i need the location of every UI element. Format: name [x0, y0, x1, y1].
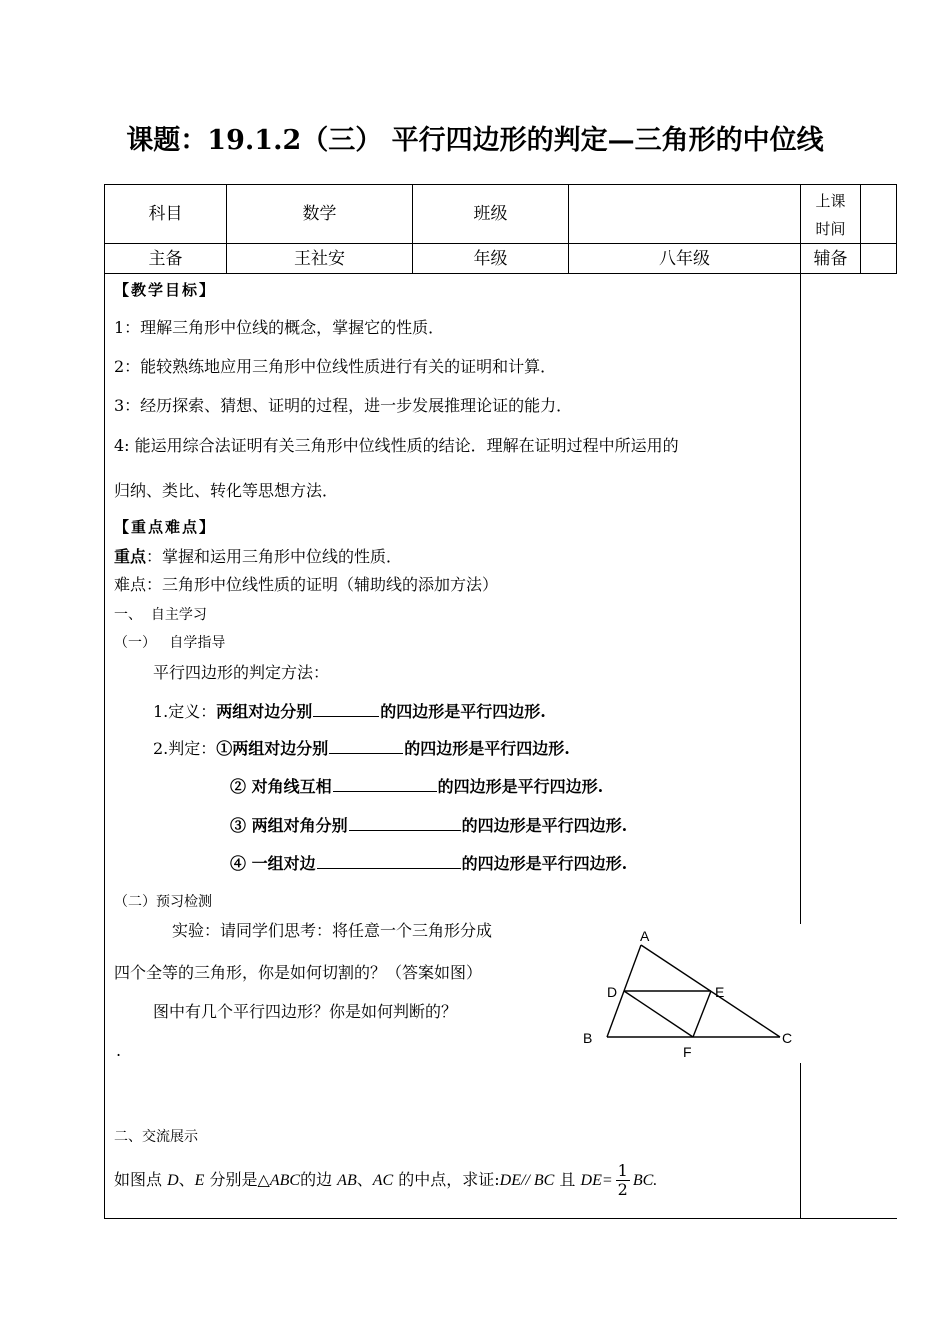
blank-field[interactable] — [349, 814, 461, 831]
experiment-line-1: 实验：请同学们思考：将任意一个三角形分成 — [172, 921, 493, 940]
section1-sub2: （二）预习检测 — [114, 894, 212, 910]
focus-text: ：掌握和运用三角形中位线的性质． — [146, 547, 403, 566]
side-AC: AC — [372, 1172, 394, 1189]
judge2-a: ② 对角线互相 — [230, 777, 332, 796]
judge3-b: 的四边形是平行四边形. — [461, 816, 628, 835]
definition-line — [153, 700, 546, 723]
goals-heading: 【教学目标】 — [114, 281, 217, 299]
side-BC: BC. — [632, 1172, 658, 1189]
problem-text: 、 — [178, 1170, 195, 1189]
table-col-divider — [860, 184, 861, 274]
goal-item: 归纳、类比、转化等思想方法． — [114, 481, 339, 500]
label-E: E — [715, 984, 725, 1000]
side-AB: AB — [337, 1172, 357, 1189]
triangle-ABC: ABC — [269, 1172, 301, 1189]
preparer-value: 王社安 — [294, 249, 345, 269]
table-border-right — [896, 184, 897, 274]
table-border-bottom — [104, 1218, 897, 1219]
def-prefix: 1.定义： — [153, 702, 217, 721]
segment-DF — [624, 991, 693, 1037]
section1-heading: 一、 自主学习 — [114, 607, 207, 623]
subject-value: 数学 — [302, 204, 337, 224]
def-text-a: 两组对边分别 — [216, 702, 313, 721]
assistant-label: 辅备 — [813, 249, 848, 269]
stray-dot: . — [116, 1041, 122, 1060]
blank-field[interactable] — [329, 737, 403, 754]
judge1-a: ①两组对边分别 — [216, 739, 329, 758]
judge3-a: ③ 两组对角分别 — [230, 816, 348, 835]
point-E: E — [194, 1172, 205, 1189]
fraction-one-half — [616, 1162, 630, 1199]
blank-field[interactable] — [317, 852, 461, 869]
experiment-line-2: 四个全等的三角形，你是如何切割的？（答案如图） — [114, 963, 483, 982]
table-row-divider — [104, 273, 897, 274]
parallel-claim: DE// BC — [499, 1172, 555, 1189]
grade-value: 八年级 — [659, 249, 710, 269]
judge1-b: 的四边形是平行四边形. — [404, 739, 570, 758]
keypoints-heading: 【重点难点】 — [114, 518, 217, 536]
problem-text: 的中点，求证: — [393, 1170, 500, 1189]
fraction-denominator: 2 — [617, 1180, 628, 1199]
problem-text: 且 — [554, 1170, 581, 1189]
preparer-label: 主备 — [148, 249, 183, 269]
subject-label: 科目 — [148, 204, 183, 224]
class-label: 班级 — [473, 204, 508, 224]
goal-item: 4: 能运用综合法证明有关三角形中位线性质的结论．理解在证明过程中所运用的 — [114, 436, 679, 455]
point-D: D — [167, 1172, 179, 1189]
label-F: F — [683, 1044, 692, 1060]
judgement-intro: 平行四边形的判定方法： — [153, 663, 330, 682]
judge2-b: 的四边形是平行四边形. — [437, 777, 604, 796]
judge-line-2 — [230, 775, 603, 798]
section1-sub1: （一） 自学指导 — [114, 635, 226, 651]
problem-text: 的边 — [300, 1170, 338, 1189]
judge-line-4 — [230, 852, 627, 875]
judge-line-3 — [230, 814, 627, 837]
blank-field[interactable] — [313, 700, 379, 717]
goal-item: 3：经历探索、猜想、证明的过程，进一步发展推理论证的能力． — [114, 396, 573, 415]
difficulty-line: 难点：三角形中位线性质的证明（辅助线的添加方法） — [114, 575, 499, 594]
focus-label: 重点 — [114, 547, 147, 566]
fraction-numerator: 1 — [617, 1161, 628, 1180]
problem-text: 分别是△ — [204, 1170, 270, 1189]
problem-text: 、 — [356, 1170, 373, 1189]
label-A: A — [640, 928, 650, 944]
section2-heading: 二、交流展示 — [114, 1129, 198, 1145]
focus-line — [114, 546, 402, 568]
label-D: D — [607, 984, 618, 1000]
grade-label: 年级 — [473, 249, 508, 269]
problem-text: 如图点 — [114, 1170, 168, 1189]
label-C: C — [782, 1030, 793, 1046]
blank-field[interactable] — [333, 775, 437, 792]
table-border-top — [104, 184, 897, 185]
section2-problem — [114, 1155, 657, 1206]
judge4-a: ④ 一组对边 — [230, 854, 316, 873]
def-text-b: 的四边形是平行四边形. — [380, 702, 546, 721]
experiment-line-3: 图中有几个平行四边形？你是如何判断的？ — [153, 1002, 458, 1021]
equal-claim: DE= — [580, 1172, 613, 1189]
judge-prefix: 2.判定： — [153, 739, 217, 758]
judge-line-1 — [153, 737, 570, 760]
time-label-2: 时间 — [815, 220, 846, 238]
table-row-divider — [104, 243, 897, 244]
content-right-border — [800, 184, 801, 924]
segment-EF — [693, 991, 711, 1037]
time-label-1: 上课 — [815, 192, 846, 210]
content-right-border — [800, 1063, 801, 1219]
judge4-b: 的四边形是平行四边形. — [461, 854, 628, 873]
goal-item: 2：能较熟练地应用三角形中位线性质进行有关的证明和计算． — [114, 357, 557, 376]
table-border-left — [104, 184, 105, 1219]
page-title: 课题：19.1.2（三） 平行四边形的判定—三角形的中位线 — [126, 125, 824, 156]
goal-item: 1：理解三角形中位线的概念，掌握它的性质． — [114, 318, 445, 337]
label-B: B — [583, 1030, 593, 1046]
triangle-midline-figure — [575, 925, 805, 1065]
